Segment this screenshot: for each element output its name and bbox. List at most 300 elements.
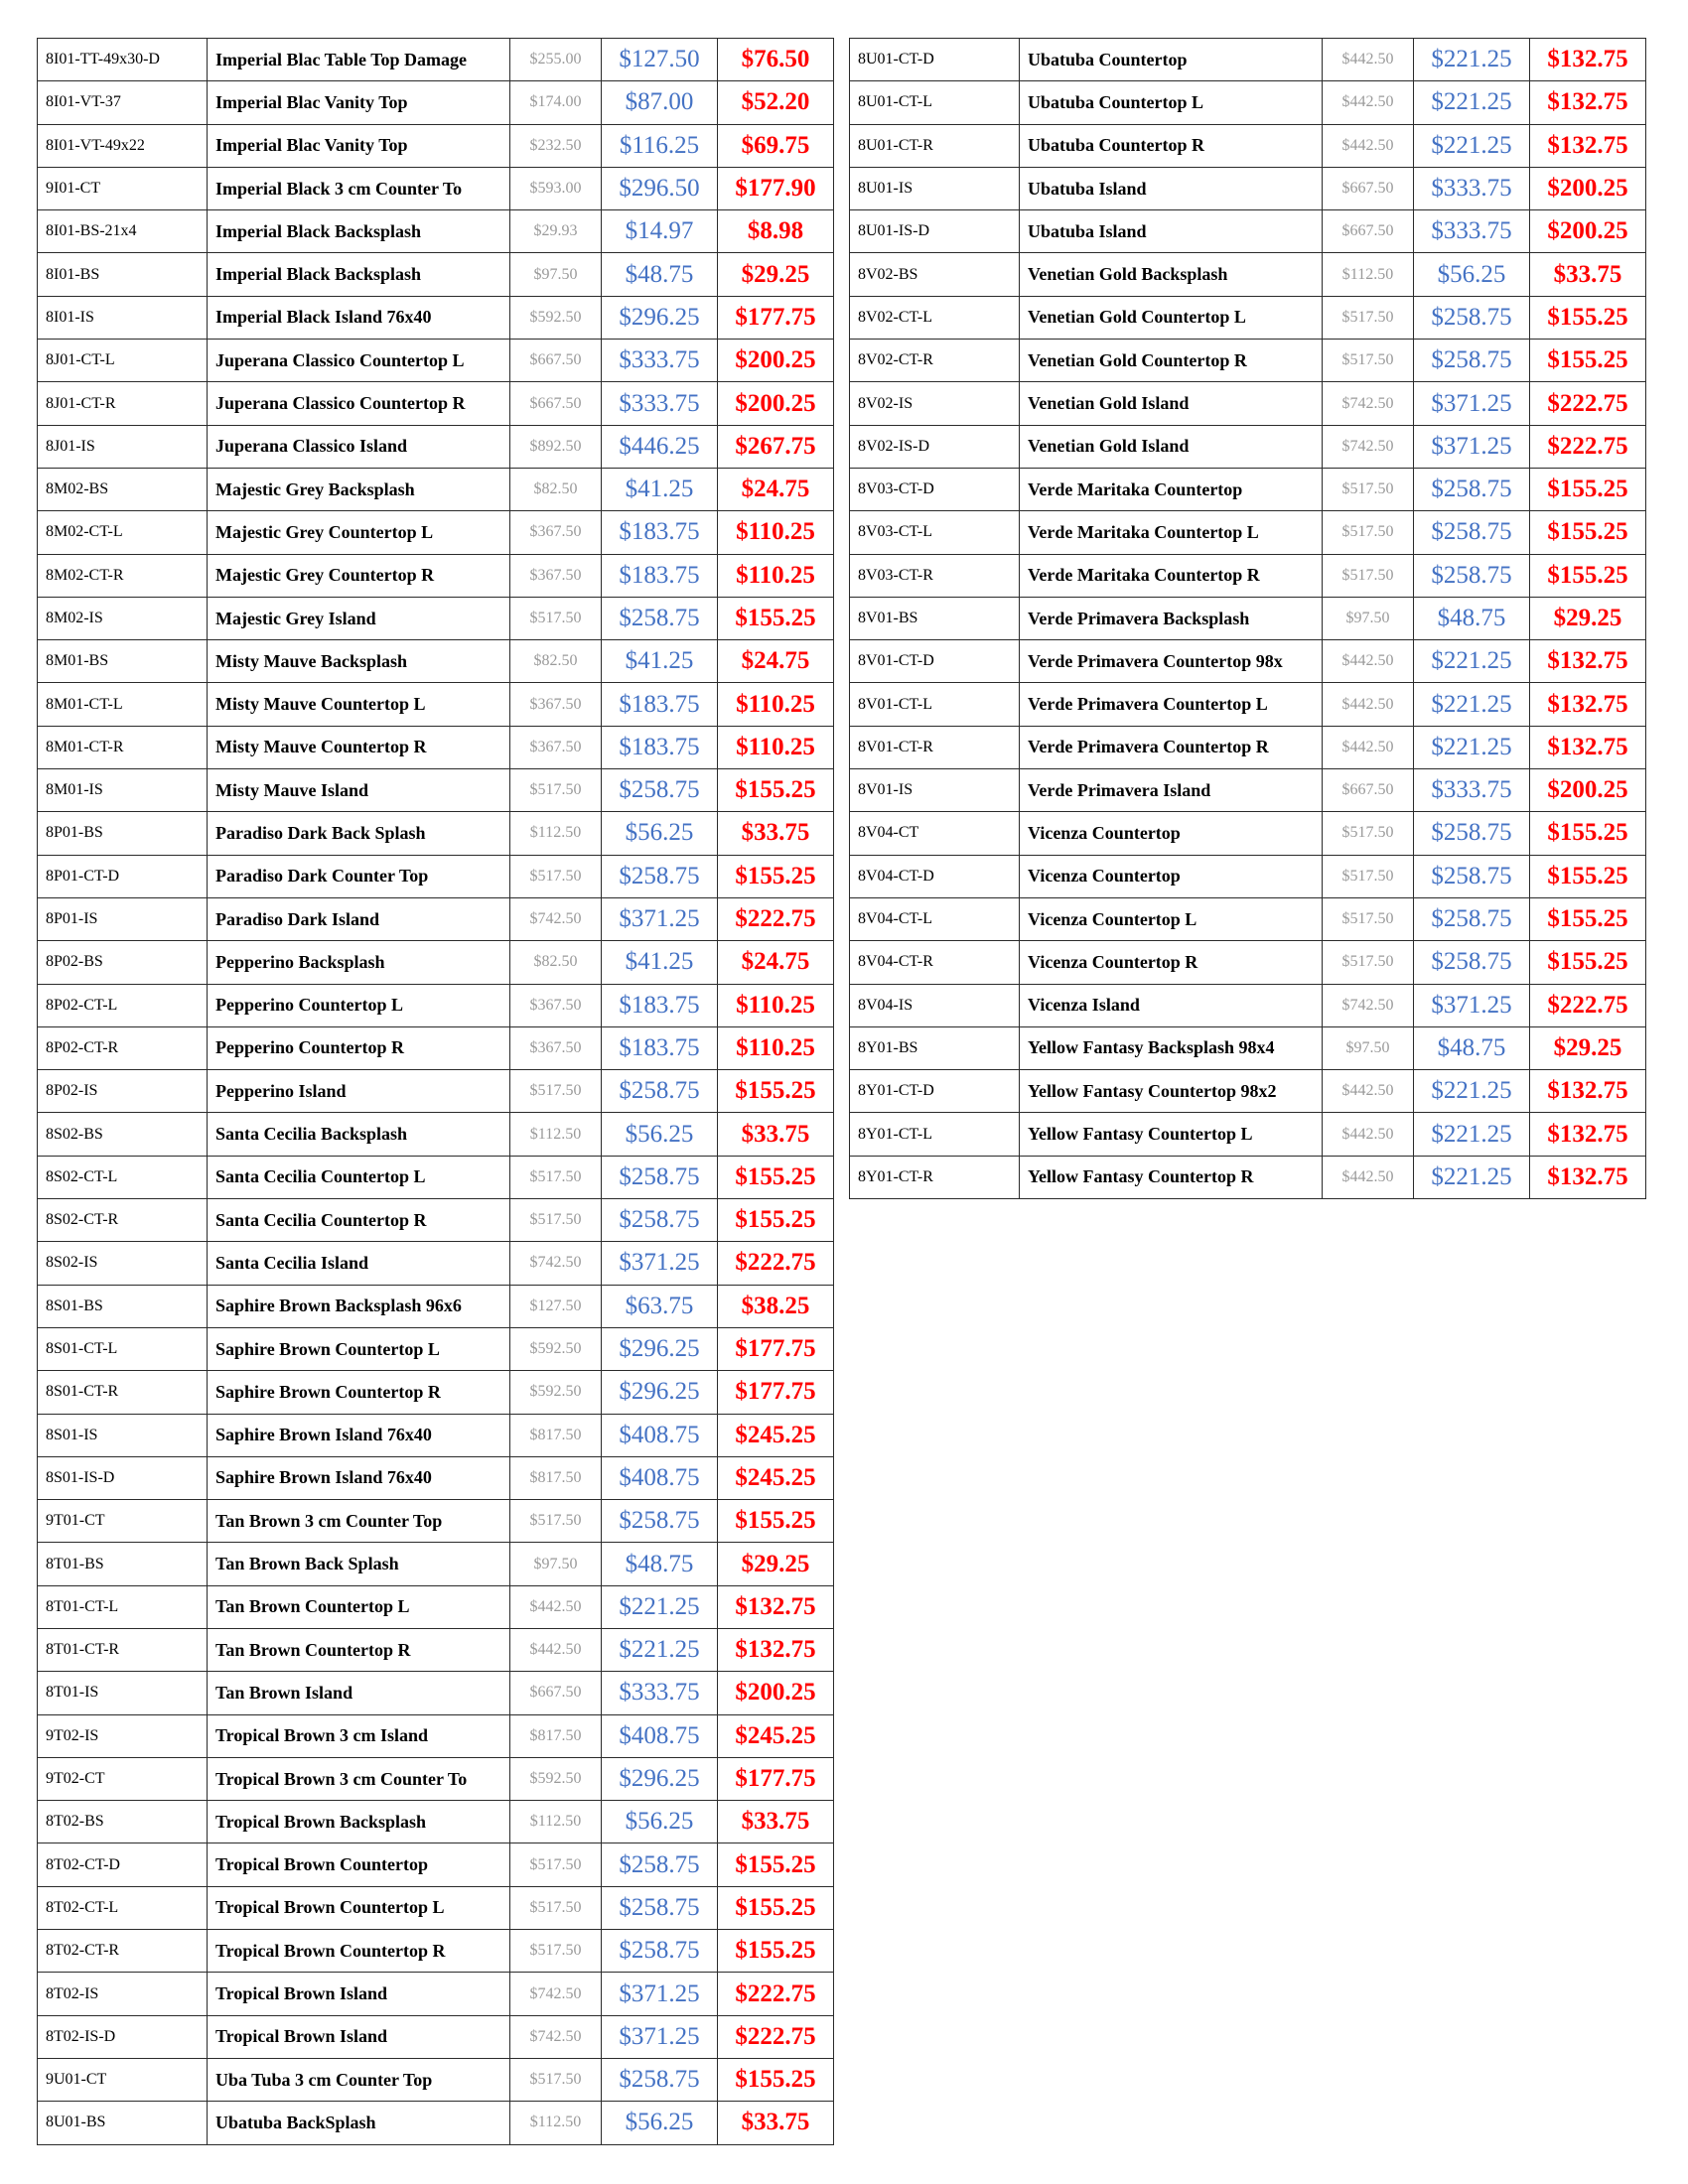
table-row — [38, 1456, 834, 1499]
sale-price: $371.25 — [1414, 984, 1530, 1026]
list-price: $367.50 — [510, 683, 602, 726]
product-code: 8Y01-BS — [850, 1026, 1020, 1069]
sale-price: $183.75 — [602, 511, 718, 554]
list-price: $112.50 — [510, 2102, 602, 2144]
sale-price: $258.75 — [1414, 897, 1530, 940]
table-row — [38, 2102, 834, 2144]
sale-price: $221.25 — [1414, 683, 1530, 726]
table-row — [38, 1628, 834, 1671]
sale-price: $183.75 — [602, 554, 718, 597]
list-price: $517.50 — [510, 1070, 602, 1113]
product-code: 8V04-CT-R — [850, 941, 1020, 984]
product-code: 8I01-IS — [38, 296, 208, 339]
clearance-price: $155.25 — [718, 1500, 834, 1543]
product-description: Pepperino Countertop R — [208, 1026, 510, 1069]
product-code: 8V02-CT-R — [850, 340, 1020, 382]
clearance-price: $155.25 — [718, 1070, 834, 1113]
table-row — [850, 812, 1646, 855]
list-price: $255.00 — [510, 39, 602, 81]
product-description: Paradiso Dark Counter Top — [208, 855, 510, 897]
list-price: $442.50 — [1323, 39, 1414, 81]
clearance-price: $200.25 — [718, 340, 834, 382]
clearance-price: $132.75 — [1530, 124, 1646, 167]
product-code: 8I01-TT-49x30-D — [38, 39, 208, 81]
product-code: 8V02-CT-L — [850, 296, 1020, 339]
clearance-price: $24.75 — [718, 468, 834, 510]
clearance-price: $155.25 — [1530, 554, 1646, 597]
clearance-price: $222.75 — [718, 897, 834, 940]
list-price: $97.50 — [1323, 597, 1414, 639]
product-code: 8M01-CT-L — [38, 683, 208, 726]
clearance-price: $24.75 — [718, 941, 834, 984]
list-price: $517.50 — [1323, 468, 1414, 510]
product-code: 8Y01-CT-L — [850, 1113, 1020, 1156]
list-price: $517.50 — [1323, 554, 1414, 597]
product-description: Vicenza Countertop — [1020, 812, 1323, 855]
sale-price: $258.75 — [602, 1070, 718, 1113]
product-code: 8J01-CT-L — [38, 340, 208, 382]
sale-price: $371.25 — [602, 1973, 718, 2015]
clearance-price: $155.25 — [718, 597, 834, 639]
table-row — [850, 253, 1646, 296]
product-code: 8S01-IS — [38, 1414, 208, 1456]
product-description: Ubatuba Countertop R — [1020, 124, 1323, 167]
list-price: $97.50 — [510, 1543, 602, 1585]
product-description: Santa Cecilia Countertop L — [208, 1156, 510, 1198]
table-row — [38, 597, 834, 639]
clearance-price: $222.75 — [1530, 425, 1646, 468]
list-price: $112.50 — [1323, 253, 1414, 296]
list-price: $742.50 — [510, 1242, 602, 1285]
sale-price: $333.75 — [1414, 769, 1530, 812]
clearance-price: $110.25 — [718, 726, 834, 768]
sale-price: $48.75 — [1414, 597, 1530, 639]
list-price: $367.50 — [510, 984, 602, 1026]
sale-price: $258.75 — [1414, 468, 1530, 510]
clearance-price: $200.25 — [718, 1672, 834, 1714]
product-description: Saphire Brown Island 76x40 — [208, 1414, 510, 1456]
list-price: $174.00 — [510, 81, 602, 124]
clearance-price: $29.25 — [1530, 597, 1646, 639]
product-description: Ubatuba Island — [1020, 210, 1323, 253]
sale-price: $48.75 — [602, 253, 718, 296]
list-price: $97.50 — [510, 253, 602, 296]
sale-price: $56.25 — [602, 812, 718, 855]
product-code: 8U01-IS-D — [850, 210, 1020, 253]
product-code: 8T01-CT-R — [38, 1628, 208, 1671]
product-code: 8V02-IS-D — [850, 425, 1020, 468]
table-row — [38, 468, 834, 510]
product-description: Juperana Classico Countertop L — [208, 340, 510, 382]
sale-price: $221.25 — [602, 1628, 718, 1671]
product-code: 8V03-CT-L — [850, 511, 1020, 554]
sale-price: $371.25 — [1414, 382, 1530, 425]
product-description: Venetian Gold Countertop R — [1020, 340, 1323, 382]
list-price: $592.50 — [510, 1371, 602, 1414]
product-code: 8V04-CT-D — [850, 855, 1020, 897]
product-code: 9T02-IS — [38, 1714, 208, 1757]
table-row — [38, 1113, 834, 1156]
sale-price: $221.25 — [1414, 81, 1530, 124]
list-price: $517.50 — [510, 2058, 602, 2101]
product-description: Vicenza Countertop L — [1020, 897, 1323, 940]
product-code: 8V02-IS — [850, 382, 1020, 425]
product-code: 9I01-CT — [38, 167, 208, 209]
product-code: 8P02-CT-R — [38, 1026, 208, 1069]
product-description: Tan Brown Back Splash — [208, 1543, 510, 1585]
product-description: Venetian Gold Countertop L — [1020, 296, 1323, 339]
product-code: 8V01-CT-L — [850, 683, 1020, 726]
product-description: Yellow Fantasy Countertop R — [1020, 1156, 1323, 1198]
product-description: Imperial Black Island 76x40 — [208, 296, 510, 339]
table-row — [38, 1543, 834, 1585]
sale-price: $296.25 — [602, 1371, 718, 1414]
table-row — [38, 1371, 834, 1414]
sale-price: $408.75 — [602, 1414, 718, 1456]
clearance-price: $177.75 — [718, 1327, 834, 1370]
product-code: 8M02-IS — [38, 597, 208, 639]
table-row — [850, 640, 1646, 683]
sale-price: $296.25 — [602, 1757, 718, 1800]
product-code: 8S01-BS — [38, 1285, 208, 1327]
product-code: 8P01-BS — [38, 812, 208, 855]
product-code: 8S02-CT-L — [38, 1156, 208, 1198]
clearance-price: $155.25 — [1530, 468, 1646, 510]
list-price: $667.50 — [1323, 769, 1414, 812]
sale-price: $446.25 — [602, 425, 718, 468]
sale-price: $408.75 — [602, 1456, 718, 1499]
product-code: 8U01-CT-L — [850, 81, 1020, 124]
clearance-price: $33.75 — [1530, 253, 1646, 296]
product-description: Majestic Grey Backsplash — [208, 468, 510, 510]
clearance-price: $155.25 — [718, 1843, 834, 1886]
product-description: Saphire Brown Backsplash 96x6 — [208, 1285, 510, 1327]
sale-price: $127.50 — [602, 39, 718, 81]
list-price: $82.50 — [510, 941, 602, 984]
table-row — [38, 382, 834, 425]
table-row — [38, 1285, 834, 1327]
sale-price: $258.75 — [602, 855, 718, 897]
product-description: Imperial Blac Vanity Top — [208, 81, 510, 124]
list-price: $742.50 — [510, 1973, 602, 2015]
product-description: Tropical Brown Countertop R — [208, 1930, 510, 1973]
clearance-price: $155.25 — [718, 1199, 834, 1242]
product-description: Ubatuba Island — [1020, 167, 1323, 209]
list-price: $442.50 — [1323, 683, 1414, 726]
table-row — [850, 597, 1646, 639]
product-description: Imperial Blac Vanity Top — [208, 124, 510, 167]
list-price: $517.50 — [510, 855, 602, 897]
product-description: Pepperino Island — [208, 1070, 510, 1113]
product-description: Majestic Grey Island — [208, 597, 510, 639]
product-description: Santa Cecilia Island — [208, 1242, 510, 1285]
sale-price: $371.25 — [602, 897, 718, 940]
product-description: Ubatuba Countertop — [1020, 39, 1323, 81]
sale-price: $258.75 — [1414, 941, 1530, 984]
table-row — [850, 1156, 1646, 1198]
table-row — [850, 855, 1646, 897]
list-price: $593.00 — [510, 167, 602, 209]
sale-price: $258.75 — [602, 597, 718, 639]
clearance-price: $155.25 — [1530, 511, 1646, 554]
sale-price: $296.25 — [602, 1327, 718, 1370]
product-code: 8P01-CT-D — [38, 855, 208, 897]
clearance-price: $110.25 — [718, 554, 834, 597]
sale-price: $221.25 — [1414, 1070, 1530, 1113]
table-row — [850, 1113, 1646, 1156]
list-price: $82.50 — [510, 468, 602, 510]
sale-price: $258.75 — [1414, 296, 1530, 339]
sale-price: $258.75 — [1414, 554, 1530, 597]
sale-price: $371.25 — [602, 1242, 718, 1285]
table-row — [850, 81, 1646, 124]
sale-price: $183.75 — [602, 683, 718, 726]
table-row — [38, 2015, 834, 2058]
clearance-price: $177.90 — [718, 167, 834, 209]
list-price: $517.50 — [510, 597, 602, 639]
list-price: $667.50 — [1323, 210, 1414, 253]
sale-price: $183.75 — [602, 726, 718, 768]
clearance-price: $52.20 — [718, 81, 834, 124]
product-code: 8T02-CT-R — [38, 1930, 208, 1973]
sale-price: $183.75 — [602, 1026, 718, 1069]
clearance-price: $29.25 — [718, 1543, 834, 1585]
product-code: 8S01-IS-D — [38, 1456, 208, 1499]
product-description: Misty Mauve Island — [208, 769, 510, 812]
product-code: 8V02-BS — [850, 253, 1020, 296]
sale-price: $258.75 — [602, 1930, 718, 1973]
sale-price: $258.75 — [602, 1199, 718, 1242]
table-row — [850, 39, 1646, 81]
product-code: 8T02-CT-D — [38, 1843, 208, 1886]
clearance-price: $155.25 — [718, 769, 834, 812]
product-code: 8U01-IS — [850, 167, 1020, 209]
product-description: Imperial Black 3 cm Counter To — [208, 167, 510, 209]
sale-price: $371.25 — [1414, 425, 1530, 468]
list-price: $667.50 — [510, 340, 602, 382]
product-description: Misty Mauve Countertop L — [208, 683, 510, 726]
table-row — [38, 726, 834, 768]
table-row — [38, 124, 834, 167]
table-row — [850, 769, 1646, 812]
table-row — [38, 1930, 834, 1973]
product-code: 8U01-CT-R — [850, 124, 1020, 167]
clearance-price: $155.25 — [1530, 812, 1646, 855]
product-code: 8V04-CT-L — [850, 897, 1020, 940]
sale-price: $221.25 — [1414, 124, 1530, 167]
clearance-price: $155.25 — [718, 1886, 834, 1929]
clearance-price: $132.75 — [1530, 39, 1646, 81]
clearance-price: $132.75 — [1530, 726, 1646, 768]
table-row — [850, 296, 1646, 339]
table-row — [850, 382, 1646, 425]
clearance-price: $155.25 — [1530, 340, 1646, 382]
list-price: $442.50 — [510, 1628, 602, 1671]
list-price: $442.50 — [1323, 640, 1414, 683]
product-code: 8M01-IS — [38, 769, 208, 812]
product-code: 9T02-CT — [38, 1757, 208, 1800]
product-code: 8S02-IS — [38, 1242, 208, 1285]
sale-price: $48.75 — [1414, 1026, 1530, 1069]
product-code: 8M02-CT-R — [38, 554, 208, 597]
list-price: $517.50 — [1323, 340, 1414, 382]
product-description: Imperial Black Backsplash — [208, 210, 510, 253]
sale-price: $333.75 — [1414, 167, 1530, 209]
list-price: $892.50 — [510, 425, 602, 468]
table-row — [850, 897, 1646, 940]
table-row — [38, 1070, 834, 1113]
table-row — [38, 511, 834, 554]
list-price: $97.50 — [1323, 1026, 1414, 1069]
table-row — [850, 554, 1646, 597]
sale-price: $14.97 — [602, 210, 718, 253]
clearance-price: $132.75 — [1530, 1156, 1646, 1198]
sale-price: $258.75 — [1414, 340, 1530, 382]
product-description: Paradiso Dark Back Splash — [208, 812, 510, 855]
clearance-price: $155.25 — [1530, 855, 1646, 897]
sale-price: $333.75 — [602, 1672, 718, 1714]
list-price: $517.50 — [1323, 855, 1414, 897]
sale-price: $258.75 — [602, 1843, 718, 1886]
product-description: Santa Cecilia Backsplash — [208, 1113, 510, 1156]
clearance-price: $33.75 — [718, 2102, 834, 2144]
table-row — [850, 468, 1646, 510]
table-row — [38, 1500, 834, 1543]
clearance-price: $110.25 — [718, 683, 834, 726]
product-code: 8I01-VT-37 — [38, 81, 208, 124]
list-price: $442.50 — [1323, 1156, 1414, 1198]
clearance-price: $245.25 — [718, 1456, 834, 1499]
product-description: Imperial Black Backsplash — [208, 253, 510, 296]
list-price: $232.50 — [510, 124, 602, 167]
sale-price: $258.75 — [1414, 855, 1530, 897]
product-code: 8V01-BS — [850, 597, 1020, 639]
product-code: 8T01-CT-L — [38, 1585, 208, 1628]
product-code: 9U01-CT — [38, 2058, 208, 2101]
clearance-price: $222.75 — [718, 1242, 834, 1285]
clearance-price: $110.25 — [718, 984, 834, 1026]
sale-price: $56.25 — [602, 1113, 718, 1156]
product-code: 8V03-CT-D — [850, 468, 1020, 510]
list-price: $592.50 — [510, 296, 602, 339]
table-row — [850, 726, 1646, 768]
list-price: $817.50 — [510, 1414, 602, 1456]
sale-price: $258.75 — [602, 1886, 718, 1929]
list-price: $742.50 — [510, 2015, 602, 2058]
list-price: $517.50 — [1323, 296, 1414, 339]
list-price: $517.50 — [510, 1156, 602, 1198]
list-price: $517.50 — [510, 1500, 602, 1543]
product-description: Pepperino Countertop L — [208, 984, 510, 1026]
list-price: $817.50 — [510, 1714, 602, 1757]
product-code: 8V01-CT-R — [850, 726, 1020, 768]
list-price: $592.50 — [510, 1327, 602, 1370]
product-description: Verde Primavera Countertop R — [1020, 726, 1323, 768]
list-price: $742.50 — [510, 897, 602, 940]
list-price: $442.50 — [1323, 124, 1414, 167]
product-code: 8V04-IS — [850, 984, 1020, 1026]
clearance-price: $222.75 — [1530, 382, 1646, 425]
table-row — [38, 1672, 834, 1714]
product-description: Tan Brown Countertop L — [208, 1585, 510, 1628]
product-description: Majestic Grey Countertop L — [208, 511, 510, 554]
table-row — [850, 340, 1646, 382]
list-price: $517.50 — [510, 1199, 602, 1242]
table-row — [38, 210, 834, 253]
product-code: 8P02-CT-L — [38, 984, 208, 1026]
list-price: $517.50 — [1323, 511, 1414, 554]
clearance-price: $24.75 — [718, 640, 834, 683]
sale-price: $41.25 — [602, 468, 718, 510]
table-row — [38, 640, 834, 683]
clearance-price: $222.75 — [718, 2015, 834, 2058]
product-description: Vicenza Island — [1020, 984, 1323, 1026]
product-description: Verde Primavera Countertop 98x — [1020, 640, 1323, 683]
table-row — [38, 1327, 834, 1370]
product-code: 8T01-BS — [38, 1543, 208, 1585]
table-row — [38, 1242, 834, 1285]
product-code: 8P01-IS — [38, 897, 208, 940]
sale-price: $221.25 — [1414, 1156, 1530, 1198]
sale-price: $258.75 — [1414, 511, 1530, 554]
product-description: Tropical Brown 3 cm Counter To — [208, 1757, 510, 1800]
product-code: 8J01-CT-R — [38, 382, 208, 425]
table-row — [38, 1026, 834, 1069]
clearance-price: $222.75 — [1530, 984, 1646, 1026]
product-code: 8M02-CT-L — [38, 511, 208, 554]
product-description: Misty Mauve Backsplash — [208, 640, 510, 683]
product-description: Venetian Gold Backsplash — [1020, 253, 1323, 296]
product-description: Verde Primavera Countertop L — [1020, 683, 1323, 726]
clearance-price: $245.25 — [718, 1714, 834, 1757]
table-row — [850, 167, 1646, 209]
product-description: Tropical Brown Island — [208, 2015, 510, 2058]
list-price: $82.50 — [510, 640, 602, 683]
table-row — [38, 1585, 834, 1628]
list-price: $112.50 — [510, 1801, 602, 1843]
list-price: $742.50 — [1323, 425, 1414, 468]
table-row — [850, 984, 1646, 1026]
table-row — [38, 554, 834, 597]
table-row — [38, 1973, 834, 2015]
product-description: Ubatuba Countertop L — [1020, 81, 1323, 124]
table-row — [38, 2058, 834, 2101]
product-code: 8M01-CT-R — [38, 726, 208, 768]
sale-price: $63.75 — [602, 1285, 718, 1327]
product-code: 8S02-CT-R — [38, 1199, 208, 1242]
table-row — [850, 1026, 1646, 1069]
table-row — [38, 1757, 834, 1800]
product-description: Yellow Fantasy Backsplash 98x4 — [1020, 1026, 1323, 1069]
table-row — [38, 167, 834, 209]
clearance-price: $132.75 — [1530, 1113, 1646, 1156]
sale-price: $221.25 — [1414, 726, 1530, 768]
clearance-price: $132.75 — [718, 1628, 834, 1671]
product-code: 8J01-IS — [38, 425, 208, 468]
clearance-price: $33.75 — [718, 1113, 834, 1156]
table-row — [38, 1886, 834, 1929]
sale-price: $258.75 — [602, 1156, 718, 1198]
product-description: Paradiso Dark Island — [208, 897, 510, 940]
list-price: $442.50 — [1323, 1113, 1414, 1156]
list-price: $517.50 — [510, 1930, 602, 1973]
product-description: Vicenza Countertop R — [1020, 941, 1323, 984]
product-code: 8T02-BS — [38, 1801, 208, 1843]
product-description: Venetian Gold Island — [1020, 425, 1323, 468]
clearance-price: $69.75 — [718, 124, 834, 167]
product-description: Tropical Brown 3 cm Island — [208, 1714, 510, 1757]
list-price: $517.50 — [510, 769, 602, 812]
